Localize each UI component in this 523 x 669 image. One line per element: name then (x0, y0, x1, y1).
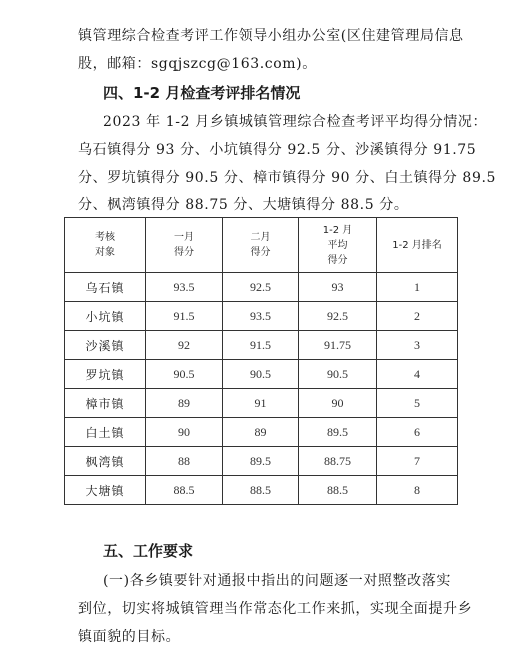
paragraph-line: 分、枫湾镇得分 88.75 分、大塘镇得分 88.5 分。 (78, 197, 409, 213)
paragraph-line: 乌石镇得分 93 分、小坑镇得分 92.5 分、沙溪镇得分 91.75 (78, 142, 477, 158)
average-score-cell: 91.75 (299, 331, 377, 360)
town-cell: 樟市镇 (65, 389, 146, 418)
feb-score-cell: 89 (223, 418, 299, 447)
paragraph-line: 2023 年 1-2 月乡镇城镇管理综合检查考评平均得分情况： (103, 114, 488, 130)
town-cell: 罗坑镇 (65, 360, 146, 389)
paragraph-line: 到位，切实将城镇管理当作常态化工作来抓，实现全面提升乡 (78, 601, 473, 617)
feb-score-cell: 89.5 (223, 447, 299, 476)
jan-score-cell: 88.5 (146, 476, 223, 505)
jan-score-cell: 93.5 (146, 273, 223, 302)
feb-score-cell: 92.5 (223, 273, 299, 302)
rank-cell: 6 (377, 418, 458, 447)
average-score-cell: 89.5 (299, 418, 377, 447)
paragraph-line: 股，邮箱：sgqjszcg@163.com)。 (78, 56, 317, 72)
table-row (65, 273, 458, 302)
jan-score-cell: 90.5 (146, 360, 223, 389)
town-cell: 沙溪镇 (65, 331, 146, 360)
average-score-cell: 88.5 (299, 476, 377, 505)
rank-cell: 2 (377, 302, 458, 331)
town-cell: 白土镇 (65, 418, 146, 447)
feb-score-cell: 93.5 (223, 302, 299, 331)
column-header-feb: 二月 得分 (223, 218, 299, 273)
rank-cell: 8 (377, 476, 458, 505)
paragraph-line: 分、罗坑镇得分 90.5 分、樟市镇得分 90 分、白土镇得分 89.5 (78, 170, 497, 186)
feb-score-cell: 90.5 (223, 360, 299, 389)
average-score-cell: 93 (299, 273, 377, 302)
table-row (65, 389, 458, 418)
column-header-rank: 1-2 月排名 (377, 218, 458, 273)
town-cell: 乌石镇 (65, 273, 146, 302)
rank-cell: 5 (377, 389, 458, 418)
town-cell: 枫湾镇 (65, 447, 146, 476)
table-header-row (65, 218, 458, 273)
table-row (65, 302, 458, 331)
rank-cell: 1 (377, 273, 458, 302)
feb-score-cell: 88.5 (223, 476, 299, 505)
paragraph-line: 镇面貌的目标。 (78, 629, 181, 645)
table-row (65, 418, 458, 447)
section-heading: 五、工作要求 (103, 542, 194, 560)
average-score-cell: 92.5 (299, 302, 377, 331)
rank-cell: 3 (377, 331, 458, 360)
table-row (65, 447, 458, 476)
town-cell: 小坑镇 (65, 302, 146, 331)
paragraph-line: (一)各乡镇要针对通报中指出的问题逐一对照整改落实 (103, 573, 451, 589)
section-heading: 四、1-2 月检查考评排名情况 (103, 84, 301, 102)
average-score-cell: 88.75 (299, 447, 377, 476)
average-score-cell: 90.5 (299, 360, 377, 389)
feb-score-cell: 91 (223, 389, 299, 418)
jan-score-cell: 92 (146, 331, 223, 360)
rank-cell: 4 (377, 360, 458, 389)
table-row (65, 476, 458, 505)
feb-score-cell: 91.5 (223, 331, 299, 360)
jan-score-cell: 89 (146, 389, 223, 418)
table-row (65, 360, 458, 389)
rank-cell: 7 (377, 447, 458, 476)
jan-score-cell: 91.5 (146, 302, 223, 331)
paragraph-line: 镇管理综合检查考评工作领导小组办公室(区住建管理局信息 (78, 28, 464, 44)
table-row (65, 331, 458, 360)
town-cell: 大塘镇 (65, 476, 146, 505)
jan-score-cell: 90 (146, 418, 223, 447)
column-header-jan: 一月 得分 (146, 218, 223, 273)
column-header-average: 1-2 月 平均 得分 (299, 218, 377, 273)
column-header-target: 考核 对象 (65, 218, 146, 273)
jan-score-cell: 88 (146, 447, 223, 476)
average-score-cell: 90 (299, 389, 377, 418)
ranking-table (64, 217, 458, 505)
